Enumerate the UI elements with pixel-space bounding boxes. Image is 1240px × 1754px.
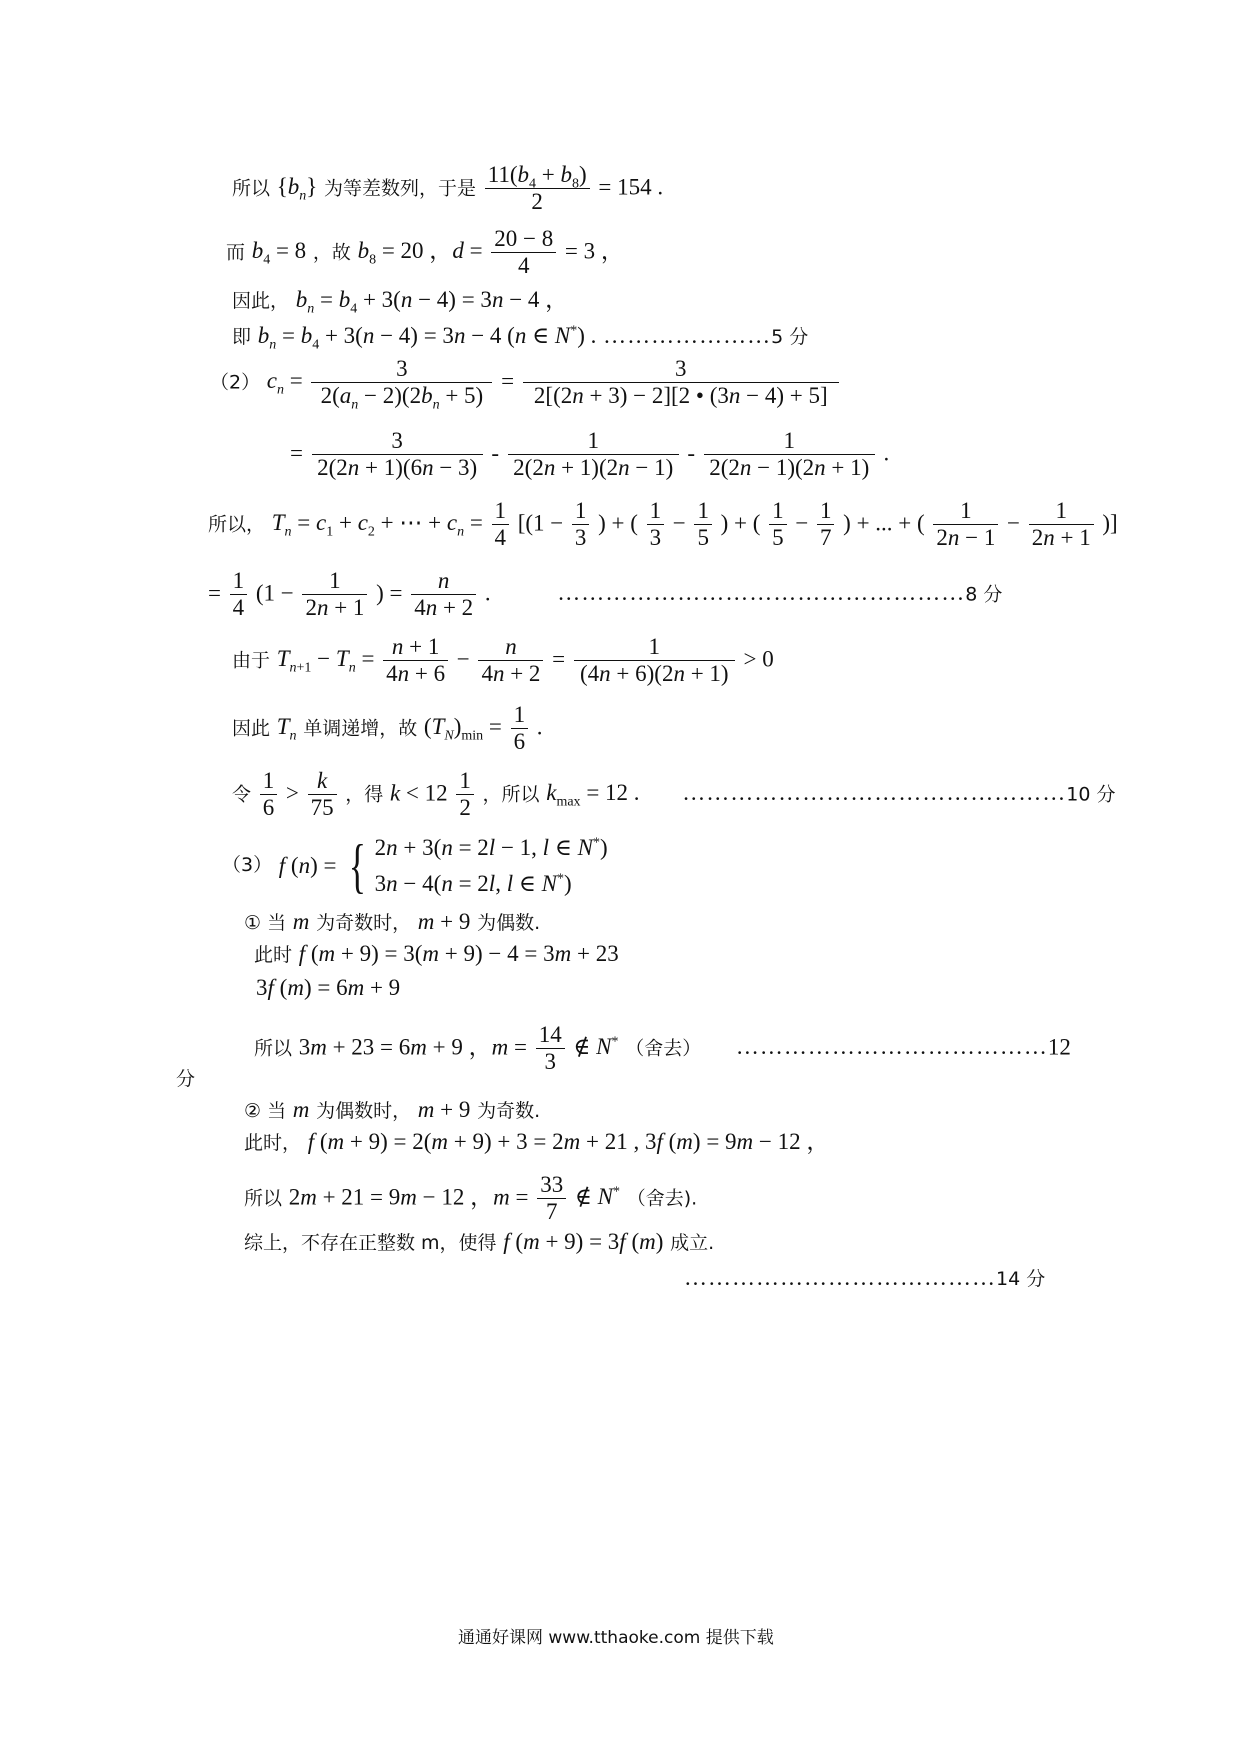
- score-8: 8 分: [965, 583, 1003, 606]
- score-5: 5 分: [771, 326, 809, 348]
- line-arith-seq: 所以 $\{b_n\}$ 为等差数列，于是 $\frac{11(b_4 + b_8)}{2}$ = 154 .: [232, 162, 664, 215]
- line-kmax: 令 $\frac{1}{6}$ > $\frac{k}{75}$ ，得 k < 12 $\frac{1}{2}$ ，所以 $k_{max} = 12$ . …………………………………………10 分: [232, 768, 1116, 821]
- line-case2-head: ② 当 m 为偶数时， m + 9 为奇数.: [244, 1097, 541, 1122]
- line-case1-solve: 所以 3m + 23 = 6m + 9 ，m = $\frac{14}{3}$ ∉ N* （舍去） …………………………………12: [254, 1022, 1071, 1075]
- line-tn-closed: = $\frac{1}{4}$ (1 − $\frac{1}{2n + 1}$ ) = $\frac{n}{4n + 2}$ . ……………………………………………8 分: [208, 568, 1003, 621]
- line-case1-head: ① 当 m 为奇数时， m + 9 为偶数.: [244, 909, 541, 934]
- line-tn-diff: 由于 $T_{n+1} - T_n$ = $\frac{n + 1}{4n + 6}$ − $\frac{n}{4n + 2}$ = $\frac{1}{(4n + 6)(2n + 1)}$ > 0: [232, 634, 774, 687]
- line-cn-def: （2） $c_n$ = $\frac{3}{2(a_n - 2)(2b_n + 5)}$ = $\frac{3}{2[(2n + 3) - 2][2 • (3n - 4) + 5]}$: [210, 356, 841, 410]
- line-piecewise: （3） f (n) = { 2n + 3(n = 2l − 1, l ∈ N*) 3n − 4(n = 2l, l ∈ N*): [222, 832, 608, 899]
- score-10: 10 分: [1066, 783, 1116, 806]
- line-b8-d: 而 $b_4 = 8$ ，故 $b_8 = 20$ ，d = $\frac{20 - 8}{4}$ = 3 ，: [226, 226, 624, 279]
- line-bn-formula: 因此， $b_n = b_4 + 3(n - 4) = 3n - 4$ ，: [232, 287, 569, 317]
- line-case1-f: 此时 f (m + 9) = 3(m + 9) − 4 = 3m + 23: [254, 941, 619, 966]
- line-score-final: …………………………………14 分: [684, 1265, 1046, 1290]
- score-14: 14 分: [996, 1268, 1046, 1290]
- line-case1-3f: 3f (m) = 6m + 9: [256, 975, 401, 1000]
- brace-icon: {: [348, 832, 367, 899]
- line-bn-final: 即 $b_n = b_4 + 3(n - 4) = 3n - 4$ (n ∈ N*) . …………………5 分: [232, 323, 809, 353]
- line-conclusion: 综上，不存在正整数 m，使得 f (m + 9) = 3f (m) 成立.: [244, 1229, 715, 1254]
- line-tn-min: 因此 $T_n$ 单调递增，故 $(T_N)_{min}$ = $\frac{1}{6}$ .: [232, 702, 543, 755]
- line-case2-f: 此时， f (m + 9) = 2(m + 9) + 3 = 2m + 21 , 3f (m) = 9m − 12 ，: [244, 1129, 830, 1154]
- line-case2-solve: 所以 2m + 21 = 9m − 12 ，m = $\frac{33}{7}$ ∉ N* （舍去).: [244, 1172, 698, 1225]
- score-12: 12: [1047, 1034, 1071, 1060]
- page-footer: 通通好课网 www.tthaoke.com 提供下载: [458, 1628, 774, 1648]
- line-tn-sum: 所以， $T_n = c_1 + c_2$ + ⋯ + $c_n$ = $\frac{1}{4}$ [(1 − $\frac{1}{3}$ ) + ( $\frac{1}{3}$ − $\frac{1}{5}$ ) + ( $\frac{1}{5}$ − $\frac{1}{7}$ ) + ... + ( $\frac{1}{2n - 1}$ − $\frac{1}{2n + 1}$ )]: [208, 498, 1118, 551]
- line-cn-split: = $\frac{3}{2(2n + 1)(6n - 3)}$ - $\frac{1}{2(2n + 1)(2n - 1)}$ - $\frac{1}{2(2n - 1)(2n + 1)}$ .: [290, 428, 890, 481]
- line-score-unit: 分: [176, 1068, 196, 1090]
